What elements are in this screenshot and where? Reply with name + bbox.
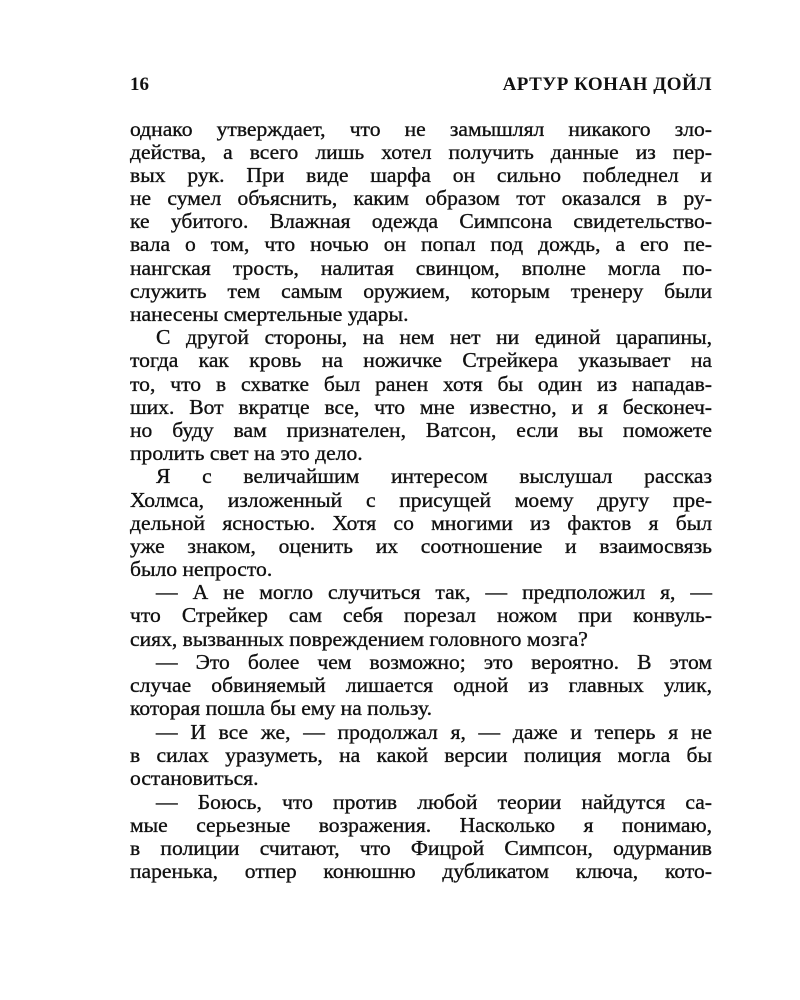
text-line: в полиции считают, что Фицрой Симпсон, одурманив bbox=[130, 835, 712, 860]
text-line: было непросто. bbox=[130, 556, 273, 581]
running-title: АРТУР КОНАН ДОЙЛ bbox=[502, 74, 712, 95]
text-line: но буду вам признателен, Ватсон, если вы поможете bbox=[130, 417, 712, 442]
paragraph bbox=[130, 326, 712, 465]
paragraph bbox=[130, 721, 712, 790]
text-line: — Это более чем возможно; это вероятно. В этом bbox=[156, 650, 712, 675]
text-line: что Стрейкер сам себя порезал ножом при конвуль- bbox=[130, 603, 712, 628]
text-line: не сумел объяснить, каким образом тот оказался в ру- bbox=[130, 186, 712, 211]
text-line: уже знаком, оценить их соотношение и взаимосвязь bbox=[130, 533, 712, 558]
text-line: Холмса, изложенный с присущей моему другу пре- bbox=[130, 487, 712, 512]
text-line: пролить свет на это дело. bbox=[130, 440, 363, 465]
text-line: которая пошла бы ему на пользу. bbox=[130, 696, 432, 721]
text-line: мые серьезные возражения. Насколько я понимаю, bbox=[130, 812, 712, 837]
text-line: ке убитого. Влажная одежда Симпсона свидетельство- bbox=[130, 209, 712, 234]
text-line: служить тем самым оружием, которым тренеру были bbox=[130, 278, 712, 303]
text-line: случае обвиняемый лишается одной из главных улик, bbox=[130, 673, 712, 698]
text-line: нанесены смертельные удары. bbox=[130, 301, 409, 326]
paragraph bbox=[130, 118, 712, 326]
paragraph bbox=[130, 581, 712, 650]
text-line: сиях, вызванных повреждением головного мозга? bbox=[130, 626, 588, 651]
text-line: то, что в схватке был ранен хотя бы один из нападав- bbox=[130, 371, 712, 396]
text-body bbox=[130, 118, 712, 883]
text-line: паренька, отпер конюшню дубликатом ключа, кото- bbox=[130, 859, 712, 883]
text-line: — А не могло случиться так, — предположил я, — bbox=[156, 580, 712, 605]
text-line: в силах уразуметь, на какой версии полиция могла бы bbox=[130, 743, 712, 768]
text-line: вала о том, что ночью он попал под дождь, а его пе- bbox=[130, 232, 712, 257]
text-line: С другой стороны, на нем нет ни единой царапины, bbox=[156, 325, 712, 350]
paragraph bbox=[130, 465, 712, 580]
text-line: нангская трость, налитая свинцом, вполне могла по- bbox=[130, 255, 712, 280]
text-line: дельной ясностью. Хотя со многими из фактов я был bbox=[130, 510, 712, 535]
page-number: 16 bbox=[130, 74, 149, 95]
text-line: тогда как кровь на ножичке Стрейкера указывает на bbox=[130, 348, 712, 373]
paragraph bbox=[130, 651, 712, 720]
text-line: — И все же, — продолжал я, — даже и теперь я не bbox=[156, 719, 712, 744]
text-line: вых рук. При виде шарфа он сильно побледнел и bbox=[130, 163, 712, 188]
text-line: однако утверждает, что не замышлял никакого зло- bbox=[130, 117, 712, 141]
running-head bbox=[130, 74, 712, 98]
text-line: — Боюсь, что против любой теории найдутся са- bbox=[156, 789, 712, 814]
text-line: ших. Вот вкратце все, что мне известно, и я бесконеч- bbox=[130, 394, 712, 419]
paragraph bbox=[130, 791, 712, 883]
text-line: остановиться. bbox=[130, 766, 259, 791]
text-line: действа, а всего лишь хотел получить данные из пер- bbox=[130, 140, 712, 165]
text-line: Я с величайшим интересом выслушал рассказ bbox=[156, 464, 712, 489]
